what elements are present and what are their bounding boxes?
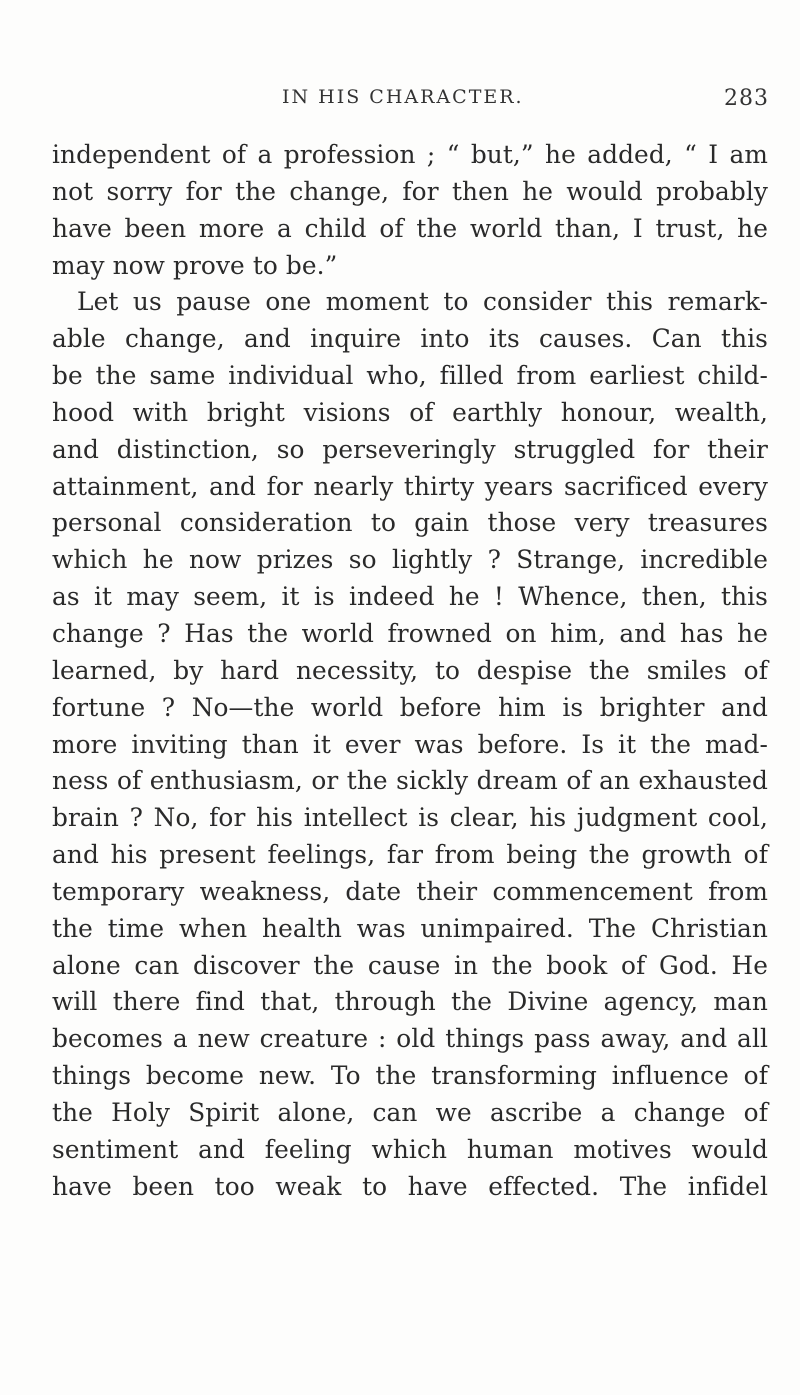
text-line: may now prove to be.”: [52, 250, 338, 280]
text-line: and his present feelings, far from being the growth of: [52, 840, 768, 870]
text-line: the Holy Spirit alone, can we ascribe a change of: [52, 1097, 768, 1127]
text-line: independent of a profession ; “ but,” he added, “ I am: [52, 140, 768, 169]
text-line: more inviting than it ever was before. Is it the mad-: [52, 729, 768, 759]
text-line: things become new. To the transforming influence of: [52, 1061, 768, 1091]
text-line: able change, and inquire into its causes. Can this: [52, 324, 768, 354]
page-number: 283: [724, 86, 769, 111]
text-line: be the same individual who, filled from earliest child-: [52, 361, 768, 391]
text-line: personal consideration to gain those very treasures: [52, 508, 768, 538]
text-line: have been too weak to have effected. The infidel: [52, 1171, 768, 1201]
text-line: learned, by hard necessity, to despise the smiles of: [52, 655, 768, 685]
text-line: hood with bright visions of earthly honour, wealth,: [52, 397, 768, 427]
text-line: as it may seem, it is indeed he ! Whence, then, this: [52, 582, 768, 612]
text-line: becomes a new creature : old things pass away, and all: [52, 1024, 768, 1054]
text-line: will there find that, through the Divine agency, man: [52, 987, 768, 1017]
text-line: alone can discover the cause in the book of God. He: [52, 950, 768, 980]
paragraph-first-line: Let us pause one moment to consider this remark-: [77, 287, 768, 317]
text-line: not sorry for the change, for then he would probably: [52, 176, 768, 206]
text-line: change ? Has the world frowned on him, and has he: [52, 618, 768, 648]
text-line: sentiment and feeling which human motives would: [52, 1134, 768, 1164]
text-line: attainment, and for nearly thirty years sacrificed every: [52, 471, 768, 501]
running-title: IN HIS CHARACTER.: [282, 86, 524, 108]
text-line: fortune ? No—the world before him is brighter and: [52, 692, 768, 722]
text-line: the time when health was unimpaired. The Christian: [52, 913, 768, 943]
text-line: ness of enthusiasm, or the sickly dream of an exhausted: [52, 766, 768, 796]
text-line: which he now prizes so lightly ? Strange, incredible: [52, 545, 768, 575]
body-text: [52, 137, 768, 1205]
text-line: have been more a child of the world than, I trust, he: [52, 213, 768, 243]
text-line: and distinction, so perseveringly struggled for their: [52, 434, 768, 464]
text-line: brain ? No, for his intellect is clear, his judgment cool,: [52, 803, 768, 833]
text-line: temporary weakness, date their commencement from: [52, 876, 768, 906]
running-head: [0, 86, 800, 120]
